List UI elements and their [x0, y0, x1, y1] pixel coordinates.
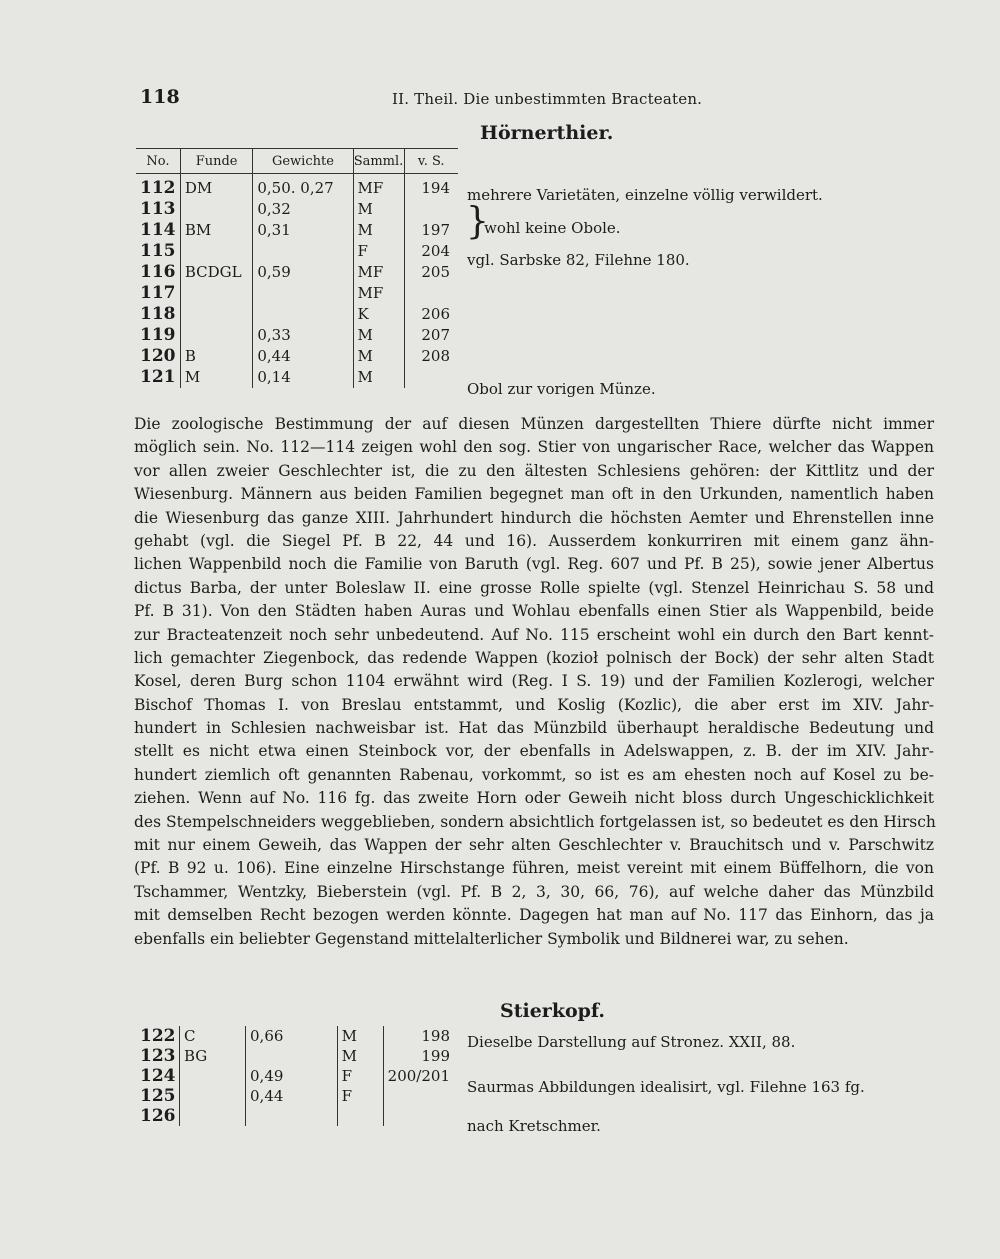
- col-header-samml: Samml.: [353, 149, 404, 174]
- coin-table-stierkopf: [136, 1026, 458, 1126]
- body-line: gehabt (vgl. die Siegel Pf. B 22, 44 und 16). Ausserdem konkurriren mit einem ganz ähn-: [134, 531, 934, 550]
- cell-vs: 199: [383, 1046, 458, 1066]
- cell-samml: [337, 1106, 383, 1126]
- note-stronez: Dieselbe Darstellung auf Stronez. XXII, 88.: [467, 1033, 796, 1051]
- table-row: [136, 1066, 458, 1086]
- col-header-gewichte: Gewichte: [253, 149, 353, 174]
- body-line: möglich sein. No. 112—114 zeigen wohl den sog. Stier von ungarischer Race, welcher das Wappen: [134, 438, 934, 457]
- table-row: [136, 178, 458, 199]
- note-saurma: Saurmas Abbildungen idealisirt, vgl. Filehne 163 fg.: [467, 1078, 865, 1096]
- cell-gewichte: 0,66: [246, 1026, 338, 1046]
- cell-vs: 198: [383, 1026, 458, 1046]
- body-line: hundert ziemlich oft genannten Rabenau, vorkommt, so ist es am ehesten noch auf Kosel zu be-: [134, 765, 934, 784]
- cell-funde: DM: [180, 178, 253, 199]
- cell-no: 114: [140, 220, 176, 240]
- cell-gewichte: [246, 1046, 338, 1066]
- cell-no: 116: [140, 262, 176, 282]
- cell-gewichte: [253, 241, 353, 262]
- cell-funde: [180, 241, 253, 262]
- cell-gewichte: 0,31: [253, 220, 353, 241]
- cell-gewichte: 0,50. 0,27: [253, 178, 353, 199]
- curly-brace: }: [466, 199, 489, 243]
- body-line: des Stempelschneiders weggeblieben, sondern absichtlich fortgelassen ist, so bedeutet es den Hirsch: [134, 812, 936, 831]
- body-line: ebenfalls ein beliebter Gegenstand mittelalterlicher Symbolik und Bildnerei war, zu sehen.: [134, 929, 849, 948]
- body-line: Pf. B 31). Von den Städten haben Auras und Wohlau ebenfalls einen Stier als Wappenbild, beide: [134, 602, 934, 621]
- body-paragraph: [134, 413, 934, 951]
- col-header-no: No.: [136, 149, 180, 174]
- note-obol: Obol zur vorigen Münze.: [467, 380, 656, 398]
- body-line: stellt es nicht etwa einen Steinbock vor, der ebenfalls in Adelswappen, z. B. der im XIV. Jahr-: [134, 742, 934, 761]
- cell-funde: [180, 199, 253, 220]
- cell-funde: [179, 1086, 245, 1106]
- page-number: 118: [140, 86, 180, 108]
- body-line: Tschammer, Wentzky, Bieberstein (vgl. Pf. B 2, 3, 30, 66, 76), auf welche daher das Münzbild: [134, 882, 934, 901]
- table-row: [136, 367, 458, 388]
- col-header-funde: Funde: [180, 149, 253, 174]
- section-title-hoernerthier: Hörnerthier.: [480, 122, 614, 144]
- cell-no: 113: [140, 199, 176, 219]
- cell-gewichte: 0,49: [246, 1066, 338, 1086]
- cell-samml: M: [337, 1026, 383, 1046]
- cell-samml: M: [353, 367, 404, 388]
- cell-funde: BM: [180, 220, 253, 241]
- cell-no: 112: [140, 178, 176, 198]
- body-line: Bischof Thomas I. von Breslau entstammt, und Koslig (Kozlic), die aber erst im XIV. Jahr-: [134, 695, 934, 714]
- cell-vs: 204: [404, 241, 458, 262]
- cell-vs: 206: [404, 304, 458, 325]
- cell-samml: K: [353, 304, 404, 325]
- body-line: dictus Barba, der unter Boleslaw II. eine grosse Rolle spielte (vgl. Stenzel Heinrichau S. 58 und: [134, 578, 934, 597]
- note-sarbske: vgl. Sarbske 82, Filehne 180.: [467, 251, 690, 269]
- cell-samml: M: [353, 199, 404, 220]
- body-line: lichen Wappenbild noch die Familie von Baruth (vgl. Reg. 607 und Pf. B 25), sowie jener Albertus: [134, 555, 934, 574]
- cell-samml: F: [337, 1086, 383, 1106]
- cell-samml: M: [353, 220, 404, 241]
- table-header-row: [136, 149, 458, 174]
- body-line: zur Bracteatenzeit noch sehr unbedeutend. Auf No. 115 erscheint wohl ein durch den Bart kennt-: [134, 625, 934, 644]
- table-row: [136, 304, 458, 325]
- cell-samml: MF: [353, 262, 404, 283]
- cell-no: 125: [140, 1086, 176, 1106]
- table-row: [136, 346, 458, 367]
- body-line: die Wiesenburg das ganze XIII. Jahrhundert hindurch die höchsten Aemter und Ehrenstellen inne: [134, 508, 934, 527]
- cell-vs: 197: [404, 220, 458, 241]
- cell-vs: 208: [404, 346, 458, 367]
- cell-gewichte: 0,14: [253, 367, 353, 388]
- cell-samml: MF: [353, 178, 404, 199]
- cell-no: 126: [140, 1106, 176, 1126]
- table-row: [136, 1106, 458, 1126]
- note-varieties: mehrere Varietäten, einzelne völlig verwildert.: [467, 186, 823, 204]
- body-line: mit demselben Recht bezogen werden könnte. Dagegen hat man auf No. 117 das Einhorn, das ja: [134, 906, 934, 925]
- cell-gewichte: 0,44: [246, 1086, 338, 1106]
- cell-gewichte: [246, 1106, 338, 1126]
- cell-funde: C: [179, 1026, 245, 1046]
- cell-gewichte: 0,44: [253, 346, 353, 367]
- cell-funde: B: [180, 346, 253, 367]
- cell-funde: [180, 304, 253, 325]
- body-line: Wiesenburg. Männern aus beiden Familien begegnet man oft in den Urkunden, namentlich haben: [134, 485, 934, 504]
- table-row: [136, 325, 458, 346]
- table-row: [136, 1046, 458, 1066]
- cell-vs: [404, 283, 458, 304]
- cell-samml: M: [337, 1046, 383, 1066]
- table-row: [136, 1086, 458, 1106]
- cell-no: 120: [140, 346, 176, 366]
- table-row: [136, 283, 458, 304]
- cell-samml: M: [353, 346, 404, 367]
- table-row: [136, 220, 458, 241]
- cell-vs: 200/201: [383, 1066, 458, 1086]
- cell-vs: [383, 1086, 458, 1106]
- cell-vs: 194: [404, 178, 458, 199]
- section-title-stierkopf: Stierkopf.: [500, 1000, 606, 1022]
- cell-gewichte: 0,32: [253, 199, 353, 220]
- body-line: Die zoologische Bestimmung der auf diesen Münzen dargestellten Thiere dürfte nicht immer: [134, 415, 934, 433]
- cell-funde: M: [180, 367, 253, 388]
- table-row: [136, 262, 458, 283]
- body-line: (Pf. B 92 u. 106). Eine einzelne Hirschstange führen, meist vereint mit einem Büffelhorn, die von: [134, 859, 934, 878]
- body-line: mit nur einem Geweih, das Wappen der sehr alten Geschlechter v. Brauchitsch und v. Parschwitz: [134, 836, 934, 855]
- table-row: [136, 241, 458, 262]
- body-line: ziehen. Wenn auf No. 116 fg. das zweite Horn oder Geweih nicht bloss durch Ungeschicklichkeit: [134, 789, 934, 808]
- table-row: [136, 1026, 458, 1046]
- note-no-obols: wohl keine Obole.: [484, 219, 621, 237]
- cell-no: 122: [140, 1026, 176, 1046]
- body-line: Kosel, deren Burg schon 1104 erwähnt wird (Reg. I S. 19) und der Familien Kozlerogi, welcher: [134, 672, 934, 691]
- cell-no: 123: [140, 1046, 176, 1066]
- note-kretschmer: nach Kretschmer.: [467, 1117, 601, 1135]
- cell-no: 117: [140, 283, 176, 303]
- cell-no: 121: [140, 367, 176, 387]
- body-line: hundert in Schlesien nachweisbar ist. Hat das Münzbild überhaupt heraldische Bedeutung und: [134, 719, 934, 738]
- cell-vs: [404, 367, 458, 388]
- cell-vs: 205: [404, 262, 458, 283]
- body-line: vor allen zweier Geschlechter ist, die zu den ältesten Schlesiens gehören: der Kittlitz und der: [134, 461, 934, 480]
- cell-samml: M: [353, 325, 404, 346]
- cell-vs: 207: [404, 325, 458, 346]
- cell-vs: [383, 1106, 458, 1126]
- coin-table-hoernerthier: [136, 148, 458, 388]
- cell-no: 119: [140, 325, 176, 345]
- cell-funde: BG: [179, 1046, 245, 1066]
- cell-funde: [179, 1106, 245, 1126]
- cell-samml: MF: [353, 283, 404, 304]
- cell-no: 118: [140, 304, 176, 324]
- cell-vs: [404, 199, 458, 220]
- cell-gewichte: [253, 304, 353, 325]
- cell-gewichte: 0,59: [253, 262, 353, 283]
- cell-samml: F: [353, 241, 404, 262]
- cell-funde: [179, 1066, 245, 1086]
- cell-gewichte: 0,33: [253, 325, 353, 346]
- cell-samml: F: [337, 1066, 383, 1086]
- table-row: [136, 199, 458, 220]
- body-line: lich gemachter Ziegenbock, das redende Wappen (kozioł polnisch der Bock) der sehr alten Stadt: [134, 648, 934, 667]
- running-title: II. Theil. Die unbestimmten Bracteaten.: [392, 90, 703, 108]
- cell-funde: [180, 325, 253, 346]
- cell-funde: [180, 283, 253, 304]
- cell-gewichte: [253, 283, 353, 304]
- col-header-vs: v. S.: [404, 149, 458, 174]
- cell-funde: BCDGL: [180, 262, 253, 283]
- cell-no: 124: [140, 1066, 176, 1086]
- cell-no: 115: [140, 241, 176, 261]
